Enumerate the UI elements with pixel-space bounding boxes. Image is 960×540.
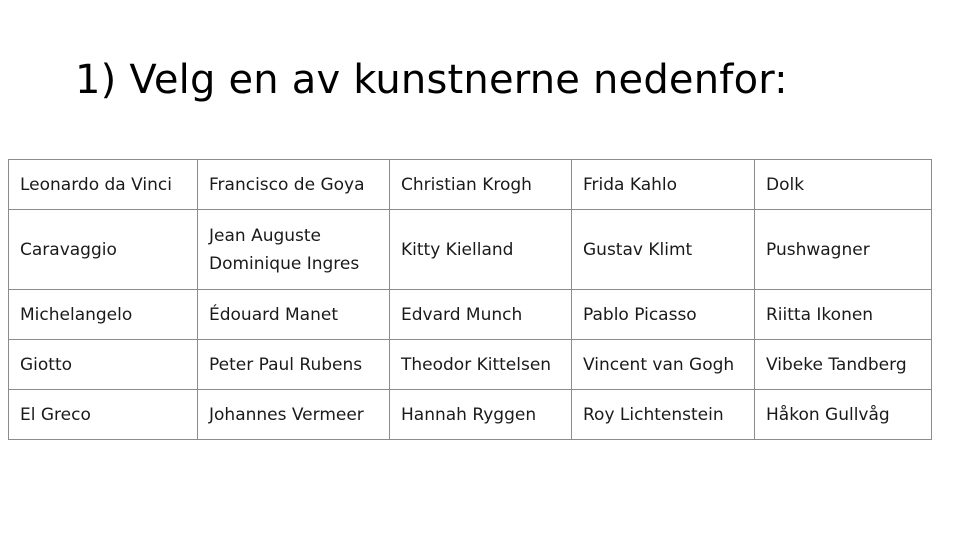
table-row xyxy=(9,290,932,340)
artist-cell: Frida Kahlo xyxy=(572,160,755,210)
artist-cell: El Greco xyxy=(9,390,198,440)
artist-cell: Giotto xyxy=(9,340,198,390)
artist-cell: Kitty Kielland xyxy=(390,210,572,290)
page-title: 1) Velg en av kunstnerne nedenfor: xyxy=(75,57,788,103)
artist-cell: Hannah Ryggen xyxy=(390,390,572,440)
artist-cell: Riitta Ikonen xyxy=(755,290,932,340)
artist-cell: Johannes Vermeer xyxy=(198,390,390,440)
artist-cell: Theodor Kittelsen xyxy=(390,340,572,390)
artist-cell: Gustav Klimt xyxy=(572,210,755,290)
artist-cell: Francisco de Goya xyxy=(198,160,390,210)
artist-table xyxy=(8,159,932,440)
artist-cell: Vincent van Gogh xyxy=(572,340,755,390)
artist-cell: Edvard Munch xyxy=(390,290,572,340)
artist-cell: Caravaggio xyxy=(9,210,198,290)
artist-cell: Peter Paul Rubens xyxy=(198,340,390,390)
table-row xyxy=(9,160,932,210)
table-row xyxy=(9,390,932,440)
artist-cell: Leonardo da Vinci xyxy=(9,160,198,210)
artist-cell: Christian Krogh xyxy=(390,160,572,210)
table-row xyxy=(9,340,932,390)
artist-cell: Pushwagner xyxy=(755,210,932,290)
table-row xyxy=(9,210,932,290)
artist-cell: Édouard Manet xyxy=(198,290,390,340)
artist-cell: Roy Lichtenstein xyxy=(572,390,755,440)
artist-cell: Jean Auguste Dominique Ingres xyxy=(198,210,390,290)
artist-cell: Håkon Gullvåg xyxy=(755,390,932,440)
artist-cell: Vibeke Tandberg xyxy=(755,340,932,390)
artist-cell: Michelangelo xyxy=(9,290,198,340)
artist-cell: Dolk xyxy=(755,160,932,210)
artist-cell: Pablo Picasso xyxy=(572,290,755,340)
